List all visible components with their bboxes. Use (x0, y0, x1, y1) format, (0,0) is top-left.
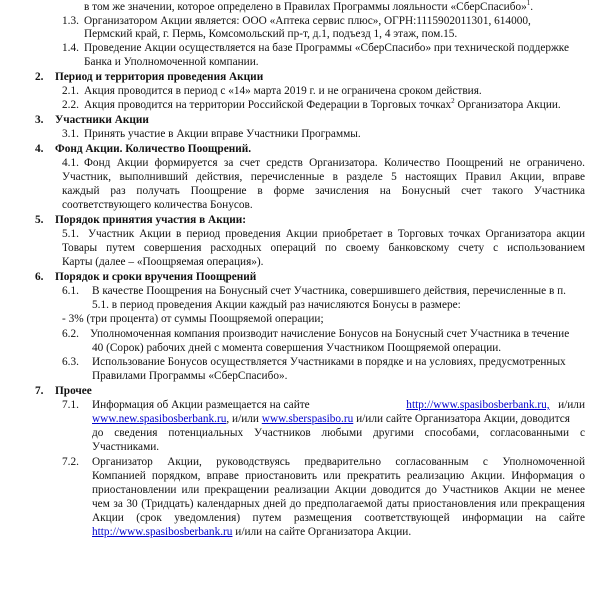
item-number: 2.1. (62, 85, 79, 97)
item-7-2-line: чем за 30 (Тридцать) календарных дней до предполагаемой даты приостановления или прекращения (92, 498, 585, 510)
item-4-1-line: Участник, выполнивший действия, перечисленные в разделе 5 настоящих Правил Акции, вправе (62, 171, 585, 183)
item-4-1-line: Фонд Акции формируется за счет средств Организатора. Количество Поощрений не ограничено. (84, 157, 585, 169)
section-heading: Участники Акции (55, 114, 149, 126)
item-3-1-line: Принять участие в Акции вправе Участники Программы. (84, 128, 361, 140)
paragraph-line: в том же значении, которое определено в Правилах Программы лояльности «СберСпасибо»$^1$. (84, 0, 534, 13)
item-7-1-line: до сведения потенциальных Участников любыми другими способами, согласованными с (92, 427, 585, 439)
item-5-1-line: Участник Акции в период проведения Акции приобретает в Торговых точках Организатора акции (88, 228, 585, 240)
item-6-2-line: 40 (Сорок) рабочих дней с момента совершения Участником Поощряемой операции. (92, 342, 502, 354)
item-5-1-line: Карты (далее – «Поощряемая операция»). (62, 256, 264, 268)
item-6-2-line: Уполномоченная компания производит начисление Бонусов на Бонусный счет Участника в течение (90, 328, 570, 340)
item-7-2-line: Акции (срок уведомления) путем размещения соответствующей информации на сайте (92, 512, 585, 524)
item-1-3-line: Организатором Акции является: ООО «Аптека сервис плюс», ОГРН:1115902011301, 614000, (84, 15, 531, 27)
item-2-1-line: Акция проводится в период с «14» марта 2019 г. и не ограничена сроком действия. (84, 85, 482, 97)
section-number: 5. (35, 214, 44, 226)
item-2-2-line: Акция проводится на территории Российской Федерации в Торговых точках$^2$ Организатора Акции. (84, 97, 561, 111)
item-number: 7.2. (62, 456, 79, 468)
section-heading: Порядок принятия участия в Акции: (55, 214, 246, 226)
item-1-4-line: Проведение Акции осуществляется на базе Программы «СберСпасибо» при технической поддержке (84, 42, 570, 54)
section-number: 3. (35, 114, 44, 126)
item-7-1-line: www.new.spasibosberbank.ru, и/или www.sberspasibo.ru и/или сайте Организатора Акции, доводится (92, 413, 570, 425)
item-5-1-line: Товары путем совершения расходных операций по своему банковскому счету с использованием (62, 242, 585, 254)
item-6-3-line: Использование Бонусов осуществляется Участниками в порядке и на условиях, предусмотренных (92, 356, 566, 368)
sberspasibo-link[interactable]: www.sberspasibo.ru (261, 413, 354, 425)
section-number: 4. (35, 143, 44, 155)
item-1-4-line: Банка и Уполномоченной компании. (84, 56, 259, 68)
item-number: 6.1. (62, 285, 79, 297)
section-heading: Период и территория проведения Акции (55, 71, 264, 83)
section-number: 6. (35, 271, 44, 283)
item-7-2-line: Компанией порядком, вправе приостановить или прекратить реализацию Акции. Информация о (92, 470, 585, 482)
item-7-2-line: http://www.spasibosberbank.ru и/или на сайте Организатора Акции. (92, 526, 412, 538)
item-1-3-line: Пермский край, г. Пермь, Комсомольский пр-т, д.1, подъезд 1, 4 этаж, пом.15. (84, 28, 458, 40)
item-number: 7.1. (62, 399, 79, 411)
item-number: 1.4. (62, 42, 79, 54)
spasibosberbank-link[interactable]: http://www.spasibosberbank.ru, (406, 399, 550, 411)
item-7-2-line: Организатор Акции, руководствуясь предварительно согласованным с Уполномоченной (92, 456, 585, 468)
item-7-2-line: приостановлении или прекращении реализации Акции доводится до Участников Акции не менее (92, 484, 585, 496)
item-6-1-line: 5.1. в период проведения Акции каждый раз начисляются Бонусы в размере: (92, 299, 461, 311)
item-number: 2.2. (62, 99, 79, 111)
item-6-1-line: - 3% (три процента) от суммы Поощряемой операции; (62, 313, 324, 325)
section-heading: Порядок и сроки вручения Поощрений (55, 271, 257, 283)
new-spasibosberbank-link[interactable]: www.new.spasibosberbank.ru (92, 413, 227, 425)
section-number: 2. (35, 71, 44, 83)
item-number: 1.3. (62, 15, 79, 27)
item-7-1-line: Информация об Акции размещается на сайте http://www.spasibosberbank.ru, и/или (92, 399, 585, 411)
item-4-1-line: каждый раз получать Поощрение в форме зачисления на Бонусный счет такого Участника (62, 185, 585, 197)
item-number: 4.1. (62, 157, 79, 169)
section-number: 7. (35, 385, 44, 397)
item-6-3-line: Правилами Программы «СберСпасибо». (92, 370, 288, 382)
item-6-1-line: В качестве Поощрения на Бонусный счет Участника, совершившего действия, перечисленные в п. (92, 285, 566, 297)
section-heading: Фонд Акции. Количество Поощрений. (55, 143, 252, 155)
item-4-1-line: соответствующего количества Бонусов. (62, 199, 253, 211)
item-number: 5.1. (62, 228, 79, 240)
item-number: 6.2. (62, 328, 79, 340)
item-number: 6.3. (62, 356, 79, 368)
spasibosberbank-link-2[interactable]: http://www.spasibosberbank.ru (92, 526, 233, 538)
item-7-1-line: Участниками. (92, 441, 160, 453)
item-number: 3.1. (62, 128, 79, 140)
section-heading: Прочее (55, 385, 92, 397)
